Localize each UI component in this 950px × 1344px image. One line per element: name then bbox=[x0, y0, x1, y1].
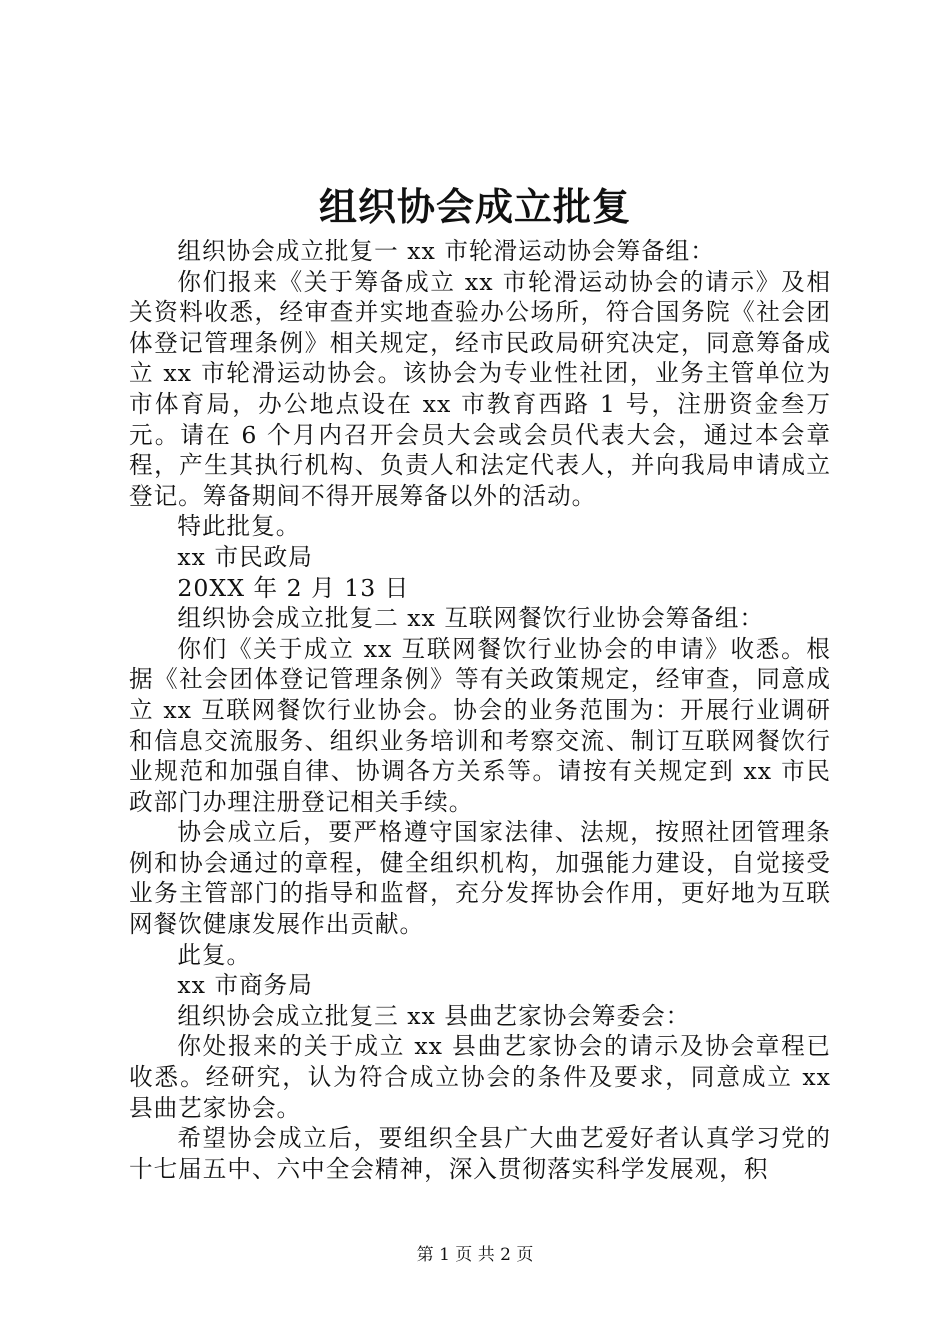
paragraph: 你们《关于成立 xx 互联网餐饮行业协会的申请》收悉。根据《社会团体登记管理条例》等有关政策规定，经审查，同意成立 xx 互联网餐饮行业协会。协会的业务范围为：开展行业调研和信息交流服务、组织业务培训和考察交流、制订互联网餐饮行业规范和加强自律、协调各方关系等。请按有关规定到 xx 市民政部门办理注册登记相关手续。 bbox=[129, 634, 831, 816]
paragraph: 20XX 年 2 月 13 日 bbox=[177, 573, 410, 602]
paragraph: 你们报来《关于筹备成立 xx 市轮滑运动协会的请示》及相关资料收悉，经审查并实地查验办公场所，符合国务院《社会团体登记管理条例》相关规定，经市民政局研究决定，同意筹备成立 xx 市轮滑运动协会。该协会为专业性社团，业务主管单位为市体育局，办公地点设在 xx 市教育西路 1 号，注册资金叁万元。请在 6 个月内召开会员大会或会员代表大会，通过本会章程，产生其执行机构、负责人和法定代表人，并向我局申请成立登记。筹备期间不得开展筹备以外的活动。 bbox=[129, 267, 831, 510]
paragraph: 特此批复。 bbox=[177, 512, 301, 541]
paragraph: 此复。 bbox=[177, 940, 252, 969]
paragraph: 组织协会成立批复三 xx 县曲艺家协会筹委会： bbox=[177, 1001, 691, 1030]
paragraph: 希望协会成立后，要组织全县广大曲艺爱好者认真学习党的十七届五中、六中全会精神，深入贯彻落实科学发展观，积 bbox=[129, 1124, 831, 1183]
paragraph: 组织协会成立批复一 xx 市轮滑运动协会筹备组： bbox=[177, 237, 715, 265]
paragraph: 你处报来的关于成立 xx 县曲艺家协会的请示及协会章程已收悉。经研究，认为符合成立协会的条件及要求，同意成立 xx 县曲艺家协会。 bbox=[129, 1032, 831, 1122]
page-footer: 第 1 页 共 2 页 bbox=[416, 1245, 534, 1265]
paragraph: xx 市商务局 bbox=[177, 971, 313, 1000]
document-title: 组织协会成立批复 bbox=[318, 184, 631, 229]
paragraph: 协会成立后，要严格遵守国家法律、法规，按照社团管理条例和协会通过的章程，健全组织机构，加强能力建设，自觉接受业务主管部门的指导和监督，充分发挥协会作用，更好地为互联网餐饮健康发展作出贡献。 bbox=[129, 818, 831, 939]
paragraph: 组织协会成立批复二 xx 互联网餐饮行业协会筹备组： bbox=[177, 604, 765, 633]
document-body bbox=[129, 236, 831, 1184]
paragraph: xx 市民政局 bbox=[177, 542, 313, 571]
